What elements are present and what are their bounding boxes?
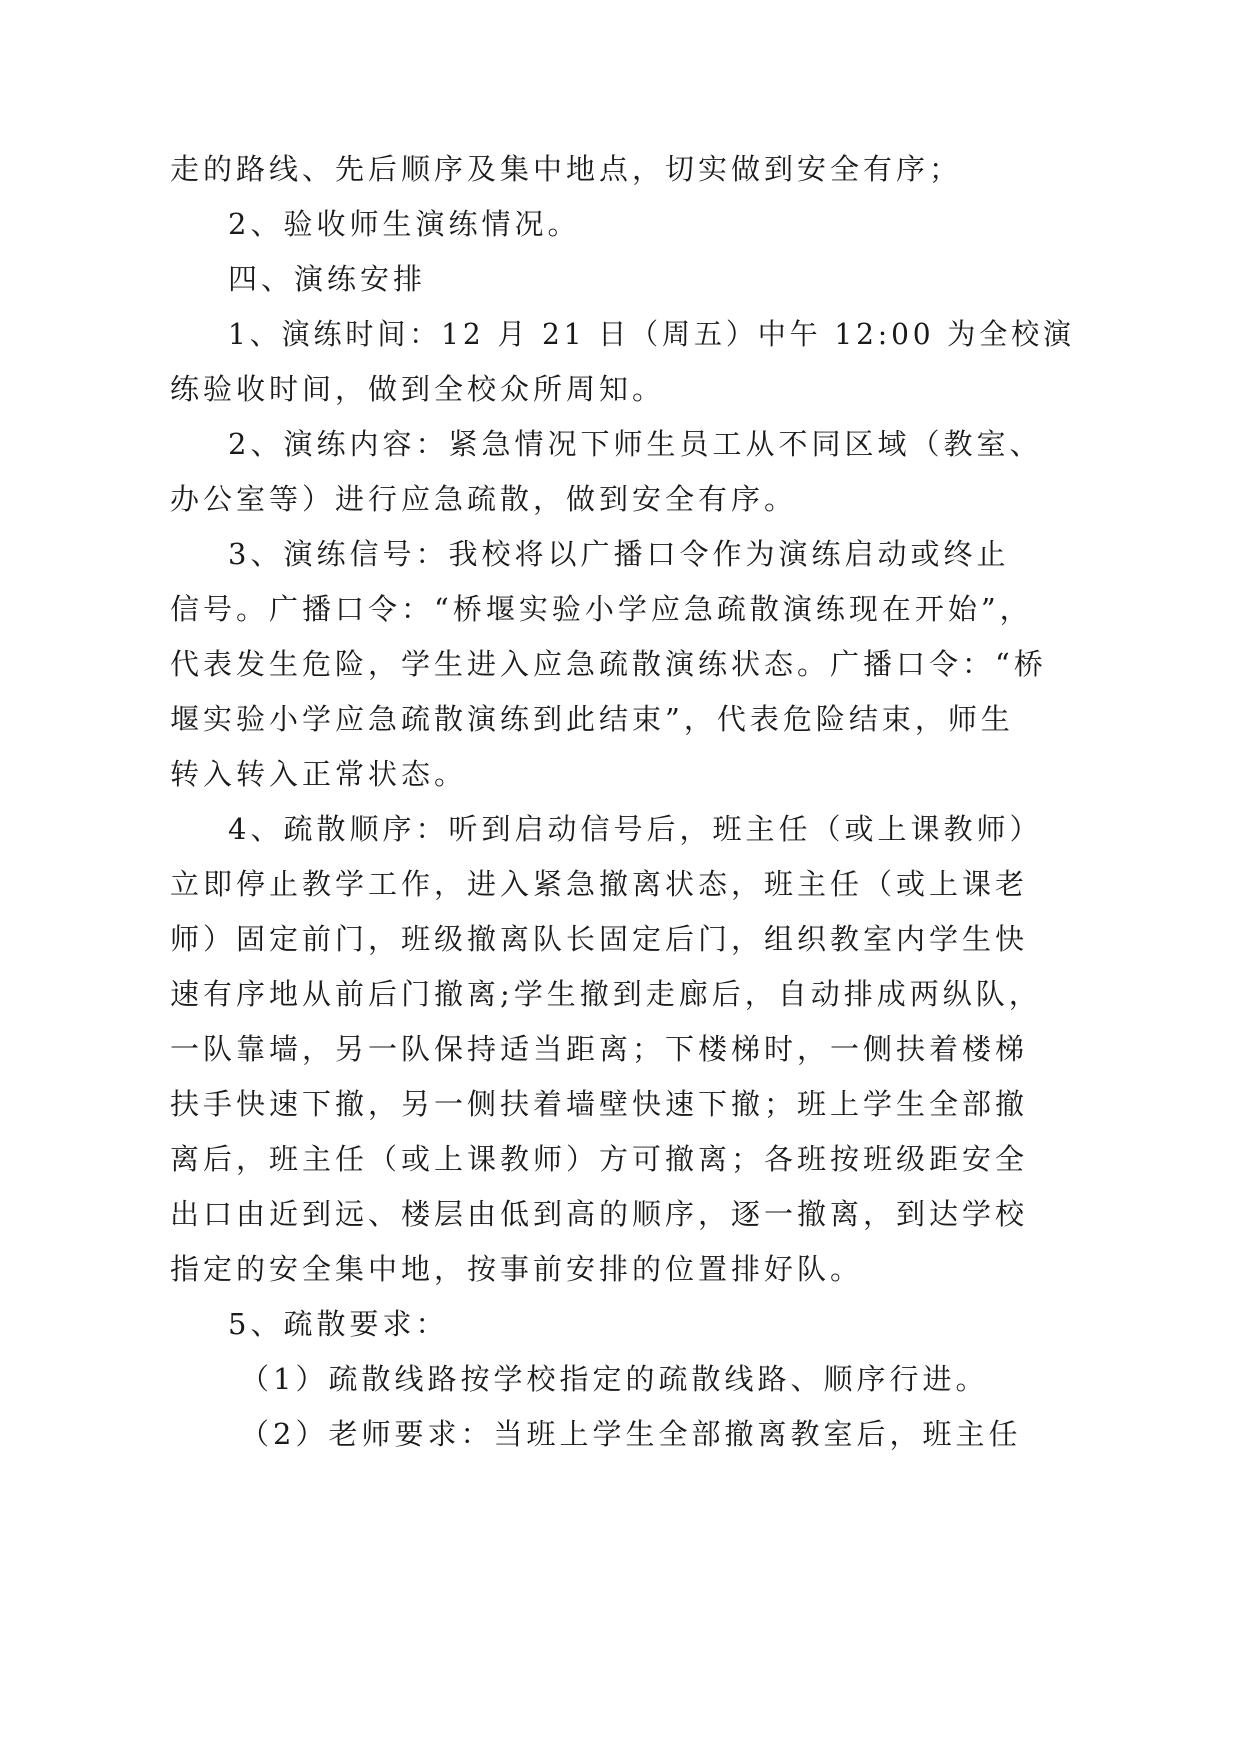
text-line: 2、演练内容：紧急情况下师生员工从不同区域（教室、 (228, 427, 1043, 461)
text-line: （2）老师要求：当班上学生全部撤离教室后，班主任 (240, 1417, 1022, 1451)
text-line: 办公室等）进行应急疏散，做到安全有序。 (170, 482, 798, 516)
text-line: 出口由近到远、楼层由低到高的顺序，逐一撤离，到达学校 (170, 1197, 1029, 1231)
text-line: 1、演练时间：12 月 21 日（周五）中午 12:00 为全校演 (228, 317, 1075, 351)
text-line: 扶手快速下撤，另一侧扶着墙壁快速下撤；班上学生全部撤 (170, 1087, 1029, 1121)
text-line: 代表发生危险，学生进入应急疏散演练状态。广播口令：“桥 (170, 647, 1047, 681)
text-line: 一队靠墙，另一队保持适当距离；下楼梯时，一侧扶着楼梯 (170, 1032, 1029, 1066)
text-line: 师）固定前门，班级撤离队长固定后门，组织教室内学生快 (170, 922, 1029, 956)
text-line: 5、疏散要求： (228, 1307, 449, 1341)
text-line: 指定的安全集中地，按事前安排的位置排好队。 (170, 1252, 864, 1286)
text-line: 堰实验小学应急疏散演练到此结束”，代表危险结束，师生 (170, 702, 1014, 736)
text-line: （1）疏散线路按学校指定的疏散线路、顺序行进。 (240, 1362, 989, 1396)
text-line: 练验收时间，做到全校众所周知。 (170, 372, 666, 406)
text-line: 2、验收师生演练情况。 (228, 207, 581, 241)
section-heading: 四、演练安排 (228, 262, 427, 296)
text-line: 4、疏散顺序：听到启动信号后，班主任（或上课教师） (228, 812, 1043, 846)
text-line: 走的路线、先后顺序及集中地点，切实做到安全有序； (170, 152, 963, 186)
text-line: 信号。广播口令：“桥堰实验小学应急疏散演练现在开始”， (170, 592, 1033, 626)
text-line: 转入转入正常状态。 (170, 757, 468, 791)
text-line: 速有序地从前后门撤离;学生撤到走廊后，自动排成两纵队， (170, 977, 1042, 1011)
text-line: 立即停止教学工作，进入紧急撤离状态，班主任（或上课老 (170, 867, 1029, 901)
text-line: 3、演练信号：我校将以广播口令作为演练启动或终止 (228, 537, 1010, 571)
text-line: 离后，班主任（或上课教师）方可撤离；各班按班级距安全 (170, 1142, 1029, 1176)
